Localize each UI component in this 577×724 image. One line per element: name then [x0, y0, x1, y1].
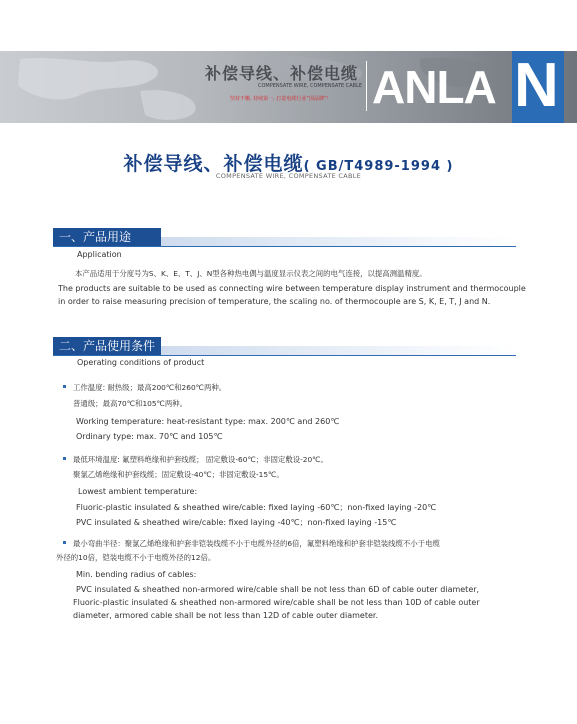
work-temp-en: Working temperature: heat-resistant type: max. 200℃ and 260℃ — [76, 417, 340, 426]
bending-en: PVC insulated & sheathed non-armored wire/cable shall be not less than 6D of cable outer diameter, — [76, 585, 480, 594]
ambient-en-heading: Lowest ambient temperature: — [78, 487, 198, 496]
bending-cn: 最小弯曲半径：聚氯乙烯绝缘和护套非铠装线缆不小于电缆外径的6倍，氟塑料绝缘和护套非铠装线缆不小于电缆 — [73, 539, 440, 548]
application-cn-text: 本产品适用于分度号为S、K、E、T、J、N型各种热电偶与温度显示仪表之间的电气连接，以提高测温精度。 — [75, 269, 427, 278]
work-temp-cn: 普通级；最高70℃和105℃两种。 — [73, 399, 188, 408]
ambient-cn: 最低环境温度: 氟塑料绝缘和护套线缆； 固定敷设-60℃；非固定敷设-20℃。 — [73, 455, 328, 464]
bending-en-heading: Min. bending radius of cables: — [76, 570, 197, 579]
section-heading: 一、产品用途 — [53, 228, 161, 246]
ambient-en: PVC insulated & sheathed wire/cable: fixed laying -40℃；non-fixed laying -15℃ — [76, 518, 397, 527]
work-temp-cn: 工作温度: 耐热级；最高200℃和260℃两种。 — [73, 383, 227, 392]
application-en-line: in order to raise measuring precision of temperature, the scaling no. of thermocouple are S, K, E, T, J and N. — [58, 297, 491, 306]
section-heading: 二、产品使用条件 — [53, 337, 161, 355]
banner-slogan: 坚持不懈, 持续第一, 打造电缆行业“国品牌”！ — [230, 96, 332, 102]
application-en-line: The products are suitable to be used as connecting wire between temperature display instrument and thermocouple — [58, 284, 526, 293]
section-en-heading: Application — [77, 250, 122, 259]
brand-logo-box — [512, 51, 564, 123]
page-title-text: 补偿导线、补偿电缆 — [123, 153, 304, 175]
bending-en: diameter, armored cable shall be not less than 12D of cable outer diameter. — [73, 611, 379, 620]
page-title-standard: ( GB/T4989-1994 ) — [303, 159, 454, 174]
section-header-conditions — [53, 337, 516, 356]
section-header-fade — [161, 346, 516, 355]
bullet-icon — [63, 385, 66, 388]
bullet-icon — [63, 541, 66, 544]
header-banner — [0, 51, 577, 123]
ambient-cn: 聚氯乙烯绝缘和护套线缆；固定敷设-40℃；非固定敷设-15℃。 — [73, 470, 284, 479]
banner-divider — [366, 61, 367, 111]
work-temp-en: Ordinary type: max. 70℃ and 105℃ — [76, 432, 223, 441]
bending-en: Fluoric-plastic insulated & sheathed non-armored wire/cable shall be not less than 10D of cable outer — [73, 598, 480, 607]
ambient-en: Fluoric-plastic insulated & sheathed wire/cable: fixed laying -60℃；non-fixed laying -20℃ — [76, 503, 437, 512]
section-header-fade — [161, 237, 516, 246]
bullet-icon — [63, 457, 66, 460]
brand-logo-text: ANLA — [372, 61, 496, 113]
banner-title: 补偿导线、补偿电缆 — [205, 64, 359, 83]
section-header-application — [53, 228, 516, 247]
section-en-heading: Operating conditions of product — [77, 358, 205, 367]
bending-cn: 外径的10倍，铠装电缆不小于电缆外径的12倍。 — [56, 553, 216, 562]
banner-subtitle: COMPENSATE WIRE, COMPENSATE CABLE — [258, 83, 363, 89]
page-subtitle: COMPENSATE WIRE, COMPENSATE CABLE — [215, 172, 362, 180]
brand-logo-letter: N — [514, 51, 559, 120]
